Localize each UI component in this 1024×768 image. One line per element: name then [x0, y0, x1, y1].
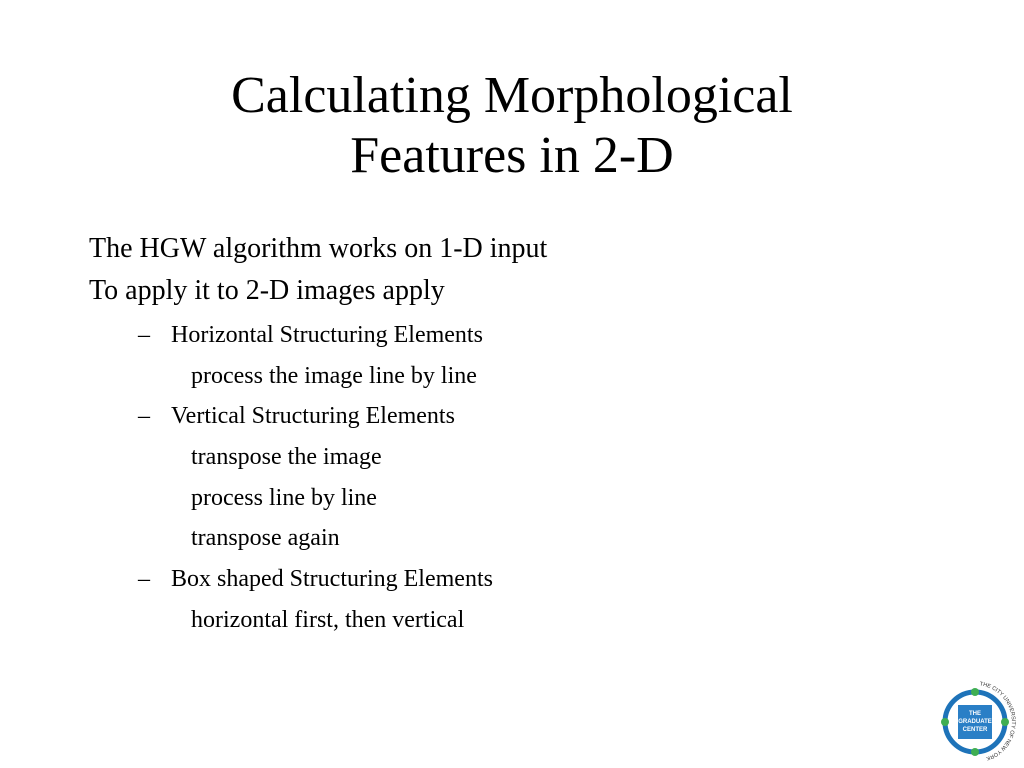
sub-bullet-1-dash: –: [138, 322, 150, 348]
sub-bullet-2-detail-2: process line by line: [191, 485, 377, 511]
sub-bullet-2-dash: –: [138, 403, 150, 429]
logo-text-line-1: THE: [969, 711, 981, 717]
logo-text-line-3: CENTER: [962, 727, 988, 733]
slide-title-line-2: Features in 2-D: [350, 127, 674, 184]
sub-bullet-3: Box shaped Structuring Elements: [171, 566, 493, 592]
sub-bullet-3-dash: –: [138, 566, 150, 592]
logo-ring-text-path: THE CITY UNIVERSITY OF NEW YORK: [979, 681, 1016, 762]
sub-bullet-2-detail-1: transpose the image: [191, 444, 382, 470]
bullet-1: The HGW algorithm works on 1-D input: [89, 233, 548, 264]
logo-dot-right: [1001, 718, 1009, 726]
sub-bullet-1: Horizontal Structuring Elements: [171, 322, 483, 348]
sub-bullet-2-detail-3: transpose again: [191, 525, 340, 551]
logo-dot-top: [971, 688, 979, 696]
sub-bullet-1-detail-1: process the image line by line: [191, 363, 477, 389]
logo-text-line-2: GRADUATE: [958, 719, 992, 725]
slide-title-line-1: Calculating Morphological: [231, 67, 793, 124]
logo-dot-bottom: [971, 748, 979, 756]
bullet-2: To apply it to 2-D images apply: [89, 275, 445, 306]
logo-dot-left: [941, 718, 949, 726]
graduate-center-logo: [929, 679, 1021, 765]
sub-bullet-3-detail-1: horizontal first, then vertical: [191, 607, 465, 633]
sub-bullet-2: Vertical Structuring Elements: [171, 403, 455, 429]
